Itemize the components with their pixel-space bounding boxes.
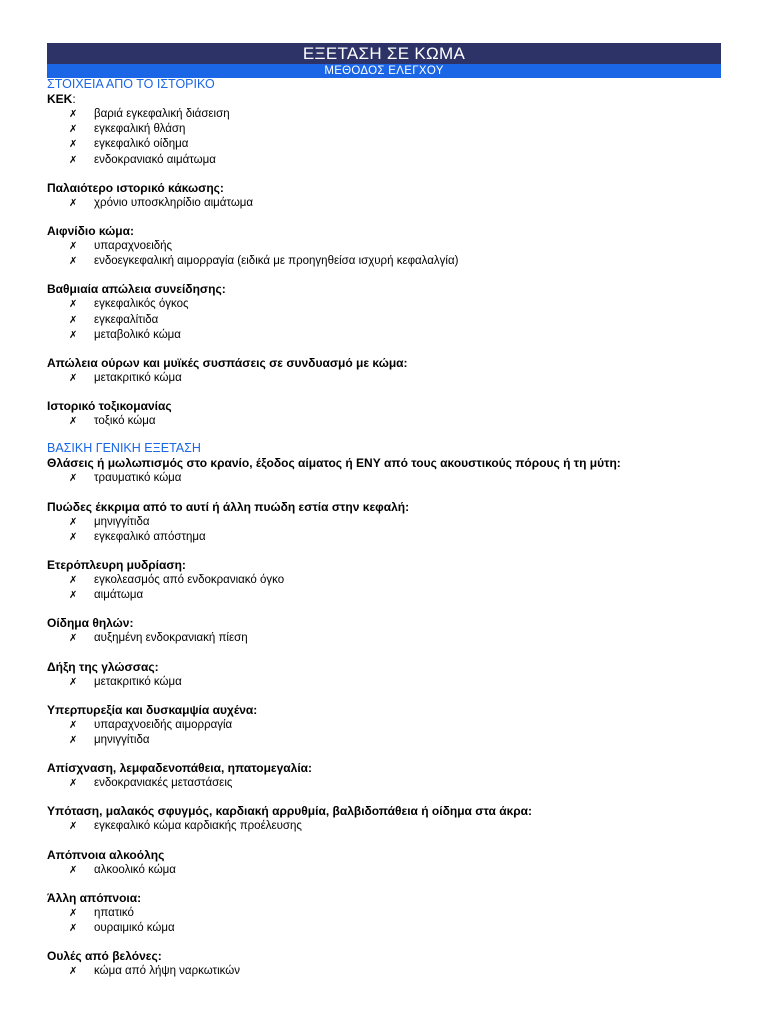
section-heading: ΣΤΟΙΧΕΙΑ ΑΠΟ ΤΟ ΙΣΤΟΡΙΚΟ bbox=[47, 77, 215, 91]
finding-list bbox=[47, 297, 737, 343]
finding-list bbox=[47, 675, 737, 690]
finding-title bbox=[47, 92, 737, 107]
list-item bbox=[47, 906, 737, 921]
list-item bbox=[47, 631, 737, 646]
list-item-text: τοξικό κώμα bbox=[94, 415, 156, 428]
cross-mark-icon: ✗ bbox=[69, 575, 78, 587]
cross-mark-icon: ✗ bbox=[69, 109, 78, 120]
finding-group bbox=[47, 761, 737, 791]
list-item bbox=[47, 530, 737, 545]
list-item bbox=[47, 254, 737, 269]
finding-title bbox=[47, 616, 737, 631]
list-item-text: υπαραχνοειδής bbox=[94, 240, 173, 253]
finding-list bbox=[47, 776, 737, 791]
finding-title-text: Απώλεια ούρων και μυϊκές συσπάσεις σε συνδυασμό με κώμα: bbox=[47, 356, 408, 371]
finding-title-text: Αιφνίδιο κώμα: bbox=[47, 224, 135, 239]
cross-mark-icon: ✗ bbox=[69, 735, 78, 747]
document-body bbox=[47, 77, 737, 979]
cross-mark-icon: ✗ bbox=[69, 241, 78, 253]
finding-group bbox=[47, 500, 737, 545]
cross-mark-icon: ✗ bbox=[69, 590, 78, 602]
cross-mark-icon: ✗ bbox=[69, 676, 78, 688]
finding-title bbox=[47, 949, 737, 964]
cross-mark-icon: ✗ bbox=[69, 124, 78, 136]
finding-list bbox=[47, 863, 737, 878]
finding-title-text: Άλλη απόπνοια: bbox=[47, 890, 142, 905]
finding-title-text: Ουλές από βελόνες: bbox=[47, 949, 162, 964]
cross-mark-icon: ✗ bbox=[69, 633, 78, 645]
list-item-text: κώμα από λήψη ναρκωτικών bbox=[94, 965, 240, 978]
cross-mark-icon: ✗ bbox=[69, 719, 78, 731]
finding-title bbox=[47, 804, 737, 819]
finding-title bbox=[47, 356, 737, 371]
cross-mark-icon: ✗ bbox=[69, 907, 78, 919]
list-item-text: εγκεφαλίτιδα bbox=[94, 313, 159, 326]
cross-mark-icon: ✗ bbox=[69, 531, 78, 543]
list-item bbox=[47, 297, 737, 312]
finding-list bbox=[47, 819, 737, 834]
list-item bbox=[47, 107, 737, 122]
list-item bbox=[47, 313, 737, 328]
list-item bbox=[47, 137, 737, 152]
finding-group bbox=[47, 891, 737, 936]
finding-title-text: Παλαιότερο ιστορικό κάκωσης: bbox=[47, 180, 224, 195]
finding-title bbox=[47, 558, 737, 573]
cross-mark-icon: ✗ bbox=[69, 923, 78, 935]
list-item-text: υπαραχνοειδής αιμορραγία bbox=[94, 718, 233, 731]
finding-title-text: Απίσχναση, λεμφαδενοπάθεια, ηπατομεγαλία: bbox=[47, 761, 313, 776]
finding-list bbox=[47, 371, 737, 386]
finding-group bbox=[47, 92, 737, 168]
cross-mark-icon: ✗ bbox=[69, 778, 78, 790]
finding-title bbox=[47, 500, 737, 515]
list-item bbox=[47, 776, 737, 791]
finding-list bbox=[47, 515, 737, 545]
cross-mark-icon: ✗ bbox=[69, 966, 78, 978]
finding-group bbox=[47, 558, 737, 603]
list-item bbox=[47, 819, 737, 834]
list-item bbox=[47, 196, 737, 211]
finding-title-text: Υπόταση, μαλακός σφυγμός, καρδιακή αρρυθμία, βαλβιδοπάθεια ή οίδημα στα άκρα: bbox=[47, 804, 533, 819]
finding-title-text: Ετερόπλευρη μυδρίαση: bbox=[47, 558, 186, 573]
list-item-text: μετακριτικό κώμα bbox=[94, 372, 182, 385]
cross-mark-icon: ✗ bbox=[69, 314, 78, 326]
finding-list bbox=[47, 471, 737, 486]
cross-mark-icon: ✗ bbox=[69, 416, 78, 428]
finding-title bbox=[47, 891, 737, 906]
finding-title bbox=[47, 456, 737, 471]
finding-list bbox=[47, 906, 737, 936]
finding-group bbox=[47, 356, 737, 386]
cross-mark-icon: ✗ bbox=[69, 197, 78, 209]
list-item-text: εγκολεασμός από ενδοκρανιακό όγκο bbox=[94, 574, 285, 587]
list-item-text: μετακριτικό κώμα bbox=[94, 675, 182, 688]
finding-group bbox=[47, 703, 737, 748]
list-item-text: βαριά εγκεφαλική διάσειση bbox=[94, 108, 230, 120]
finding-group bbox=[47, 804, 737, 834]
finding-list bbox=[47, 196, 737, 211]
list-item bbox=[47, 675, 737, 690]
finding-title bbox=[47, 399, 737, 414]
cross-mark-icon: ✗ bbox=[69, 373, 78, 385]
finding-title bbox=[47, 224, 737, 239]
cross-mark-icon: ✗ bbox=[69, 256, 78, 268]
finding-title-text: ΚΕΚ bbox=[47, 92, 73, 106]
list-item-text: εγκεφαλικό οίδημα bbox=[94, 138, 189, 151]
cross-mark-icon: ✗ bbox=[69, 473, 78, 485]
finding-title-text: Πυώδες έκκριμα από το αυτί ή άλλη πυώδη εστία στην κεφαλή: bbox=[47, 499, 410, 514]
list-item bbox=[47, 863, 737, 878]
list-item bbox=[47, 414, 737, 429]
list-item bbox=[47, 964, 737, 979]
cross-mark-icon: ✗ bbox=[69, 864, 78, 876]
list-item-text: ενδοκρανιακές μεταστάσεις bbox=[94, 777, 233, 790]
finding-group bbox=[47, 949, 737, 979]
finding-group bbox=[47, 224, 737, 269]
cross-mark-icon: ✗ bbox=[69, 821, 78, 833]
finding-title bbox=[47, 761, 737, 776]
finding-title-text: Δήξη της γλώσσας: bbox=[47, 659, 159, 674]
finding-title bbox=[47, 703, 737, 718]
finding-title-text: Υπερπυρεξία και δυσκαμψία αυχένα: bbox=[47, 702, 258, 717]
list-item bbox=[47, 718, 737, 733]
finding-list bbox=[47, 239, 737, 269]
finding-title bbox=[47, 660, 737, 675]
finding-title-text: Ιστορικό τοξικομανίας bbox=[47, 399, 172, 414]
finding-group bbox=[47, 616, 737, 646]
finding-title bbox=[47, 282, 737, 297]
finding-group bbox=[47, 456, 737, 486]
list-item bbox=[47, 573, 737, 588]
finding-title-text: Οίδημα θηλών: bbox=[47, 616, 134, 631]
document-header bbox=[47, 43, 721, 78]
list-item bbox=[47, 371, 737, 386]
list-item-text: εγκεφαλικό κώμα καρδιακής προέλευσης bbox=[94, 820, 302, 833]
list-item bbox=[47, 122, 737, 137]
list-item-text: χρόνιο υποσκληρίδιο αιμάτωμα bbox=[94, 196, 254, 209]
list-item-text: ουραιμικό κώμα bbox=[94, 922, 175, 935]
section-heading: ΒΑΣΙΚΗ ΓΕΝΙΚΗ ΕΞΕΤΑΣΗ bbox=[47, 441, 201, 456]
finding-list bbox=[47, 718, 737, 748]
list-item-text: εγκεφαλικό απόστημα bbox=[94, 530, 206, 543]
finding-title-text: Απόπνοια αλκοόλης bbox=[47, 847, 165, 862]
finding-title bbox=[47, 181, 737, 196]
list-item-text: εγκεφαλικός όγκος bbox=[94, 298, 189, 311]
finding-list bbox=[47, 631, 737, 646]
list-item bbox=[47, 471, 737, 486]
list-item bbox=[47, 328, 737, 343]
finding-title-text: Θλάσεις ή μωλωπισμός στο κρανίο, έξοδος αίματος ή ΕΝΥ από τους ακουστικούς πόρους ή τη μύτη: bbox=[47, 456, 621, 471]
list-item-text: τραυματικό κώμα bbox=[94, 472, 182, 485]
cross-mark-icon: ✗ bbox=[69, 329, 78, 341]
list-item-text: εγκεφαλική θλάση bbox=[94, 123, 186, 136]
finding-title bbox=[47, 848, 737, 863]
list-item bbox=[47, 921, 737, 936]
finding-title-suffix: : bbox=[72, 92, 76, 106]
finding-title-text: Βαθμιαία απώλεια συνείδησης: bbox=[47, 282, 226, 297]
cross-mark-icon: ✗ bbox=[69, 299, 78, 311]
list-item-text: ενδοεγκεφαλική αιμορραγία (ειδικά με προηγηθείσα ισχυρή κεφαλαλγία) bbox=[94, 255, 459, 268]
finding-group bbox=[47, 282, 737, 343]
finding-list bbox=[47, 964, 737, 979]
finding-group bbox=[47, 660, 737, 690]
cross-mark-icon: ✗ bbox=[69, 139, 78, 151]
cross-mark-icon: ✗ bbox=[69, 516, 78, 528]
list-item-text: αυξημένη ενδοκρανιακή πίεση bbox=[94, 632, 248, 645]
list-item-text: αιμάτωμα bbox=[94, 589, 144, 602]
list-item-text: μηνιγγίτιδα bbox=[94, 515, 150, 528]
finding-group bbox=[47, 399, 737, 429]
list-item-text: ηπατικό bbox=[94, 906, 134, 919]
list-item-text: ενδοκρανιακό αιμάτωμα bbox=[94, 153, 216, 166]
finding-list bbox=[47, 414, 737, 429]
list-item-text: αλκοολικό κώμα bbox=[94, 863, 176, 876]
finding-group bbox=[47, 848, 737, 878]
list-item bbox=[47, 515, 737, 530]
list-item-text: μεταβολικό κώμα bbox=[94, 328, 181, 341]
document-subtitle: ΜΕΘΟΔΟΣ ΕΛΕΓΧΟΥ bbox=[47, 64, 721, 78]
document-title: ΕΞΕΤΑΣΗ ΣΕ ΚΩΜΑ bbox=[47, 43, 721, 64]
finding-list bbox=[47, 107, 737, 168]
list-item bbox=[47, 588, 737, 603]
finding-group bbox=[47, 181, 737, 211]
list-item bbox=[47, 239, 737, 254]
list-item-text: μηνιγγίτιδα bbox=[94, 734, 150, 747]
list-item bbox=[47, 733, 737, 748]
list-item bbox=[47, 153, 737, 168]
cross-mark-icon: ✗ bbox=[69, 154, 78, 166]
finding-list bbox=[47, 573, 737, 603]
